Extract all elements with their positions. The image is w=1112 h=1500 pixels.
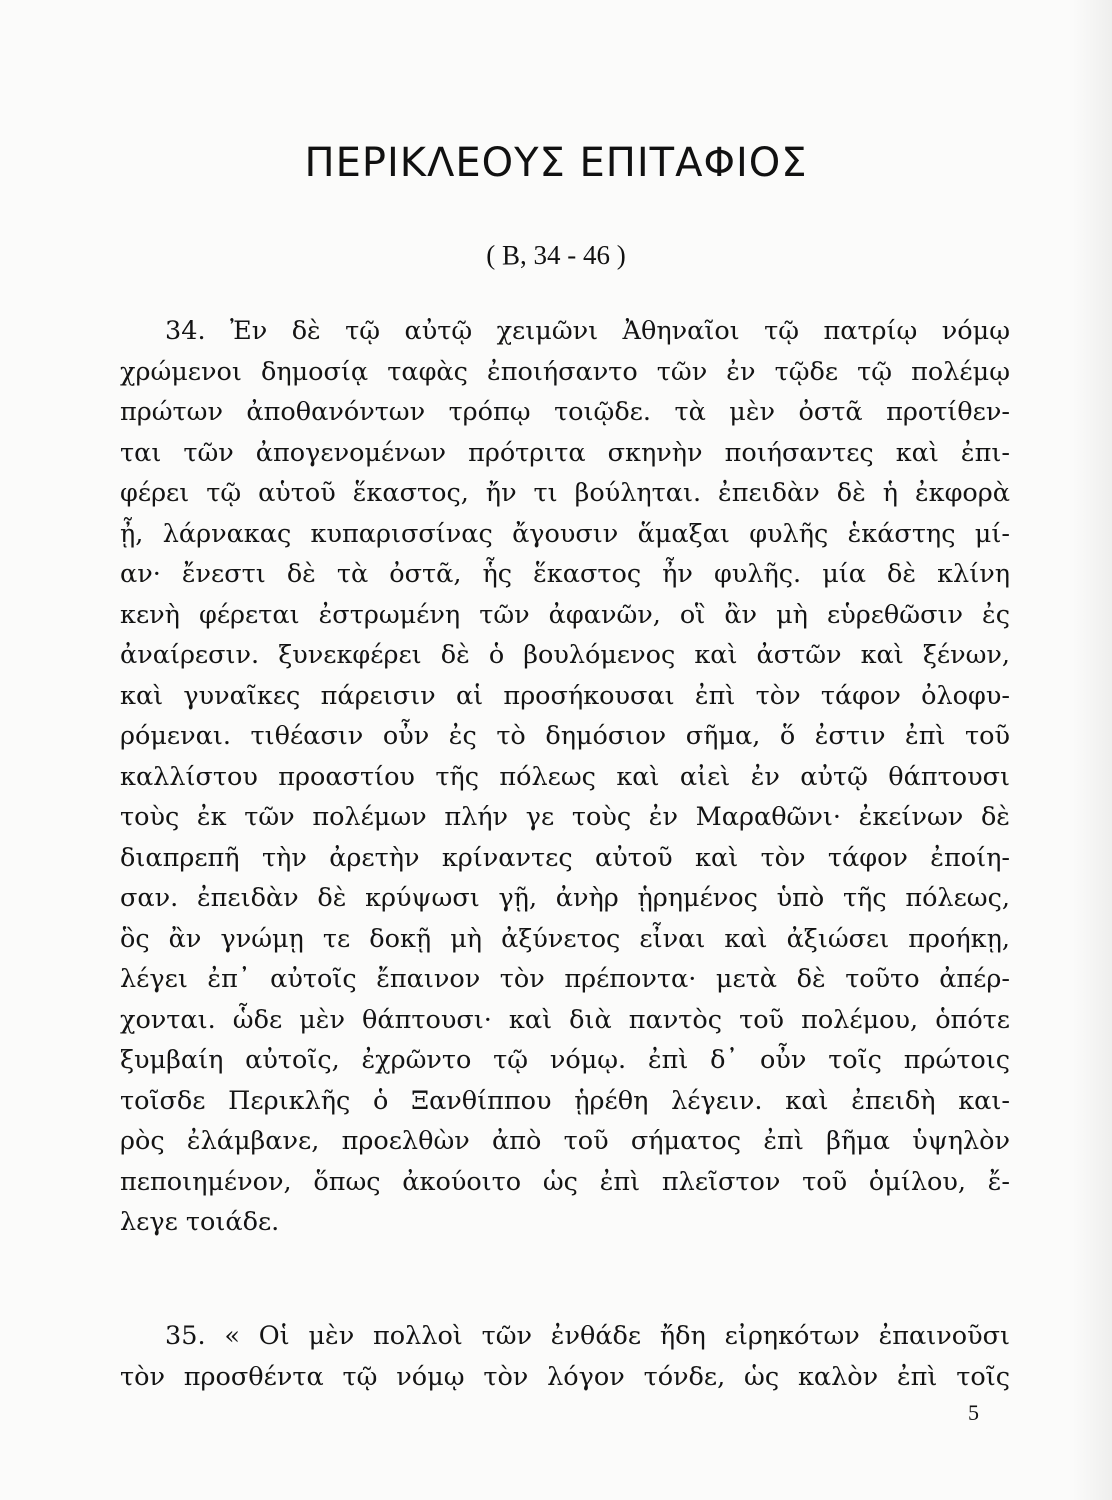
- text-line: διαπρεπῆ τὴν ἀρετὴν κρίναντες αὐτοῦ καὶ τὸν τάφον ἐποίη-: [120, 842, 1010, 873]
- text-line: 35. « Οἱ μὲν πολλοὶ τῶν ἐνθάδε ἤδη εἰρηκότων ἐπαινοῦσι: [165, 1321, 1010, 1351]
- text-line: σαν. ἐπειδὰν δὲ κρύψωσι γῇ, ἀνὴρ ᾑρημένος ὑπὸ τῆς πόλεως,: [120, 883, 1010, 913]
- text-line: λέγει ἐπ᾽ αὐτοῖς ἔπαινον τὸν πρέποντα· μετὰ δὲ τοῦτο ἀπέρ-: [120, 964, 1010, 994]
- text-line: πεποιημένον, ὅπως ἀκούοιτο ὡς ἐπὶ πλεῖστον τοῦ ὁμίλου, ἔ-: [120, 1166, 1010, 1197]
- text-line: χρώμενοι δημοσίᾳ ταφὰς ἐποιήσαντο τῶν ἐν τῷδε τῷ πολέμῳ: [120, 356, 1010, 387]
- text-line: ὃς ἂν γνώμῃ τε δοκῇ μὴ ἀξύνετος εἶναι καὶ ἀξιώσει προήκῃ,: [120, 923, 1010, 954]
- text-line: αν· ἔνεστι δὲ τὰ ὀστᾶ, ἧς ἕκαστος ἦν φυλῆς. μία δὲ κλίνη: [120, 559, 1010, 589]
- text-line: ᾖ, λάρνακας κυπαρισσίνας ἄγουσιν ἅμαξαι φυλῆς ἑκάστης μί-: [120, 518, 1010, 549]
- text-line: φέρει τῷ αὑτοῦ ἕκαστος, ἤν τι βούληται. ἐπειδὰν δὲ ἡ ἐκφορὰ: [120, 478, 1010, 508]
- page-edge-shadow: [1072, 0, 1112, 1500]
- text-line: καὶ γυναῖκες πάρεισιν αἱ προσήκουσαι ἐπὶ τὸν τάφον ὀλοφυ-: [120, 680, 1010, 711]
- page-number: 5: [968, 1400, 979, 1425]
- text-line: ἀναίρεσιν. ξυνεκφέρει δὲ ὁ βουλόμενος καὶ ἀστῶν καὶ ξένων,: [120, 640, 1010, 670]
- text-line: κενὴ φέρεται ἐστρωμένη τῶν ἀφανῶν, οἳ ἂν μὴ εὑρεθῶσιν ἐς: [120, 599, 1010, 630]
- text-line: τὸν προσθέντα τῷ νόμῳ τὸν λόγον τόνδε, ὡς καλὸν ἐπὶ τοῖς: [120, 1361, 1010, 1392]
- text-line: ται τῶν ἀπογενομένων πρότριτα σκηνὴν ποιήσαντες καὶ ἐπι-: [120, 437, 1010, 468]
- text-line: καλλίστου προαστίου τῆς πόλεως καὶ αἰεὶ ἐν αὐτῷ θάπτουσι: [120, 761, 1010, 792]
- text-line: τοῖσδε Περικλῆς ὁ Ξανθίππου ᾑρέθη λέγειν. καὶ ἐπειδὴ και-: [120, 1085, 1010, 1116]
- text-line: ξυμβαίη αὐτοῖς, ἐχρῶντο τῷ νόμῳ. ἐπὶ δ᾽ οὖν τοῖς πρώτοις: [120, 1045, 1010, 1075]
- text-line: πρώτων ἀποθανόντων τρόπῳ τοιῷδε. τὰ μὲν ὀστᾶ προτίθεν-: [120, 397, 1010, 427]
- text-line: χονται. ὧδε μὲν θάπτουσι· καὶ διὰ παντὸς τοῦ πολέμου, ὁπότε: [120, 1004, 1010, 1035]
- paragraph-34: [120, 311, 1010, 1243]
- text-line: 34. Ἐν δὲ τῷ αὐτῷ χειμῶνι Ἀθηναῖοι τῷ πατρίῳ νόμῳ: [165, 316, 1010, 346]
- text-line: ρὸς ἐλάμβανε, προελθὼν ἀπὸ τοῦ σήματος ἐπὶ βῆμα ὑψηλὸν: [120, 1126, 1010, 1156]
- text-line: λεγε τοιάδε.: [120, 1207, 280, 1237]
- text-line: ρόμεναι. τιθέασιν οὖν ἐς τὸ δημόσιον σῆμα, ὅ ἐστιν ἐπὶ τοῦ: [120, 721, 1010, 751]
- section-reference: ( Β, 34 - 46 ): [486, 240, 626, 270]
- text-line: τοὺς ἐκ τῶν πολέμων πλήν γε τοὺς ἐν Μαραθῶνι· ἐκείνων δὲ: [120, 802, 1010, 832]
- paragraph-35: [120, 1316, 1010, 1397]
- page-title: ΠΕΡΙΚΛΕΟΥΣ ΕΠΙΤΑΦΙΟΣ: [304, 140, 808, 186]
